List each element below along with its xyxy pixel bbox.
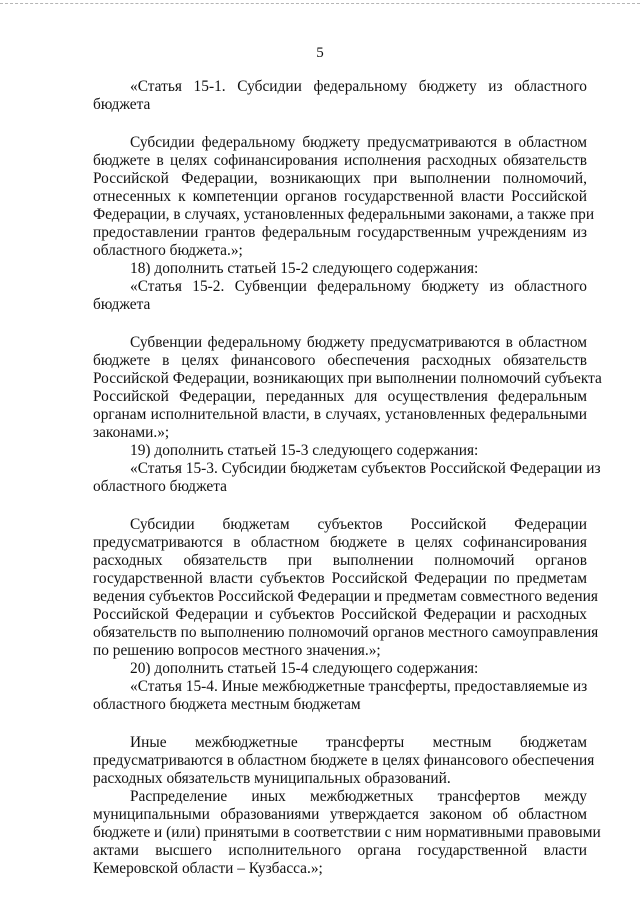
text-line: 18) дополнить статьей 15-2 следующего содержания: xyxy=(130,260,479,277)
text-line: областного бюджета xyxy=(93,478,227,495)
text-line: областного бюджета местным бюджетам xyxy=(93,696,361,713)
text-line: «Статья 15-1. Субсидии федеральному бюджету из областного xyxy=(130,78,587,95)
text-line: бюджета xyxy=(93,296,151,313)
text-line: обязательств по выполнению полномочий органов местного самоуправления xyxy=(93,624,599,641)
text-line: Российской Федерации, возникающих при выполнении полномочий субъекта xyxy=(93,370,602,387)
text-line: бюджете и (или) принятыми в соответствии с ним нормативными правовыми xyxy=(93,824,601,841)
text-line: «Статья 15-4. Иные межбюджетные трансферты, предоставляемые из xyxy=(130,678,588,695)
text-line: предусматриваются в областном бюджете в целях финансового обеспечения xyxy=(93,752,595,769)
text-line: законами.»; xyxy=(93,424,170,441)
text-line: муниципальными образованиями утверждается законом об областном xyxy=(93,806,587,823)
text-line: предоставлении грантов федеральным государственным учреждениям из xyxy=(93,224,587,241)
text-line: органам исполнительной власти, в случаях, установленных федеральными xyxy=(93,406,587,423)
text-line: Субвенции федеральному бюджету предусматриваются в областном xyxy=(130,334,587,351)
text-line: Субсидии бюджетам субъектов Российской Федерации xyxy=(130,516,587,533)
text-line: отнесенных к компетенции органов государственной власти Российской xyxy=(93,188,587,205)
text-line: 19) дополнить статьей 15-3 следующего содержания: xyxy=(130,442,479,459)
scan-edge-line xyxy=(0,3,640,4)
text-line: областного бюджета.»; xyxy=(93,242,243,259)
text-line: ведения субъектов Российской Федерации и предметам совместного ведения xyxy=(93,588,598,605)
text-line: Российской Федерации, переданных для осуществления федеральным xyxy=(93,388,587,405)
text-line: по решению вопросов местного значения.»; xyxy=(93,642,381,659)
text-line: бюджета xyxy=(93,96,151,113)
text-line: «Статья 15-3. Субсидии бюджетам субъектов Российской Федерации из xyxy=(130,460,601,477)
text-line: Субсидии федеральному бюджету предусматриваются в областном xyxy=(130,134,587,151)
text-line: Российской Федерации и субъектов Российской Федерации и расходных xyxy=(93,606,587,623)
text-line: предусматриваются в областном бюджете в целях софинансирования xyxy=(93,534,587,551)
text-line: Распределение иных межбюджетных трансфертов между xyxy=(130,788,587,805)
text-line: бюджете в целях финансового обеспечения расходных обязательств xyxy=(93,352,587,369)
page-number: 5 xyxy=(316,45,324,61)
text-line: бюджете в целях софинансирования исполнения расходных обязательств xyxy=(93,152,587,169)
text-line: «Статья 15-2. Субвенции федеральному бюджету из областного xyxy=(130,278,587,295)
text-line: расходных обязательств муниципальных образований. xyxy=(93,770,451,787)
text-line: Кемеровской области – Кузбасса.»; xyxy=(93,860,323,877)
text-line: актами высшего исполнительного органа государственной власти xyxy=(93,842,587,859)
text-line: Федерации, в случаях, установленных федеральными законами, а также при xyxy=(93,206,595,223)
text-line: 20) дополнить статьей 15-4 следующего содержания: xyxy=(130,660,479,677)
text-line: государственной власти субъектов Российской Федерации по предметам xyxy=(93,570,587,587)
text-line: Российской Федерации, возникающих при выполнении полномочий, xyxy=(93,170,587,187)
text-line: расходных обязательств при выполнении полномочий органов xyxy=(93,552,587,569)
text-line: Иные межбюджетные трансферты местным бюджетам xyxy=(130,734,587,751)
